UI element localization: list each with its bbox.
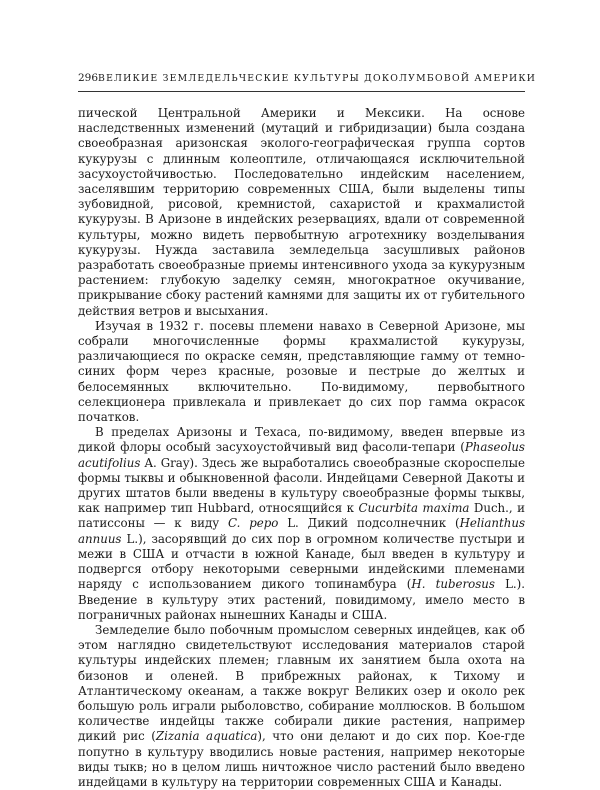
header-rule — [78, 91, 525, 92]
paragraph — [78, 425, 525, 623]
text-run: В пределах Аризоны и Техаса, по-видимому, введен впервые из дикой флоры особый засухоустойчивый вид фасоли-тепари ( — [78, 425, 525, 455]
text-run: L.), засорявщий до сих пор в огромном количестве пустыри и межи в США и отчасти в южной Канаде, был введен в культуру и подвергся отбору некоторыми северными индейскими племенами наряду с использованием дикого топинамбура ( — [78, 531, 525, 592]
paragraph — [78, 106, 525, 319]
text-run: L.). Введение в культуру этих растений, повидимому, имело место в пограничных районах нынешних Канады и США. — [78, 577, 526, 622]
latin-name: Zizania aquatica — [155, 729, 258, 744]
text-run: Duch., и патиссоны — к виду — [78, 501, 525, 531]
page-number: 296 — [78, 72, 99, 84]
latin-name: Helianthus annuus — [78, 516, 526, 546]
latin-name: C. pepo — [228, 516, 279, 531]
paragraph — [78, 319, 525, 425]
body-text — [78, 106, 525, 790]
latin-name: Phaseolus acutifolius — [78, 440, 525, 470]
text-run: ), что они делают и до сих пор. Кое-где попутно в культуру вводились новые растения, например некоторые виды тыкв; но в целом лишь ничтожное число растений было введено индейцами в культуру на территории современных США и Канады. — [78, 729, 525, 789]
text-run: L. Дикий подсолнечник ( — [278, 516, 460, 531]
running-head — [78, 72, 537, 85]
text-run: A. Gray). Здесь же выработались своеобразные скороспелые формы тыквы и обыкновенной фасоли. Индейцами Северной Дакоты и других штатов были введены в культуру своеобразные формы тыквы, как например тип Hubbard, относящийся к — [78, 455, 525, 516]
latin-name: Cucurbita maxima — [358, 501, 470, 516]
latin-name: H. tuberosus — [411, 577, 495, 592]
text-run: пической Центральной Америки и Мексики. На основе наследственных изменений (мутаций и гибридизации) была создана своеобразная аризонская эколого-географическая группа сортов кукурузы с длинным колеоптиле, отличающаяся исключительной засухоустойчивостью. Последовательно индейским населением, заселявшим территорию современных США, были выделены типы зубовидной, рисовой, кремнистой, сахаристой и крахмалистой кукурузы. В Аризоне в индейских резервациях, вдали от современной культуры, можно видеть первобытную агротехнику возделывания кукурузы. Нужда заставила земледельца засушливых районов разработать своеобразные приемы интенсивного ухода за кукурузным растением: глубокую заделку семян, многократное окучивание, прикрывание сбоку растений камнями для защиты их от губительного действия ветров и высыхания. — [78, 106, 525, 318]
text-run: Земледелие было побочным промыслом северных индейцев, как об этом наглядно свидетельствуют исследования материалов старой культуры индейских племен; главным их занятием была охота на бизонов и оленей. В прибрежных районах, к Тихому и Атлантическому океанам, а также вокруг Великих озер и около рек большую роль играли рыболовство, собирание моллюсков. В большом количестве индейцы также собирали дикие растения, например дикий рис ( — [78, 622, 525, 744]
text-run: Изучая в 1932 г. посевы племени навахо в Северной Аризоне, мы собрали многочисленные формы крахмалистой кукурузы, различающиеся по окраске семян, представляющие гамму от темно-синих форм через красные, розовые и пестрые до желтых и белосемянных включительно. По-видимому, первобытного селекционера привлекала и привлекает до сих пор гамма окрасок початков. — [78, 318, 525, 425]
running-title: ВЕЛИКИЕ ЗЕМЛЕДЕЛЬЧЕСКИЕ КУЛЬТУРЫ ДОКОЛУМБОВОЙ АМЕРИКИ — [98, 73, 537, 84]
